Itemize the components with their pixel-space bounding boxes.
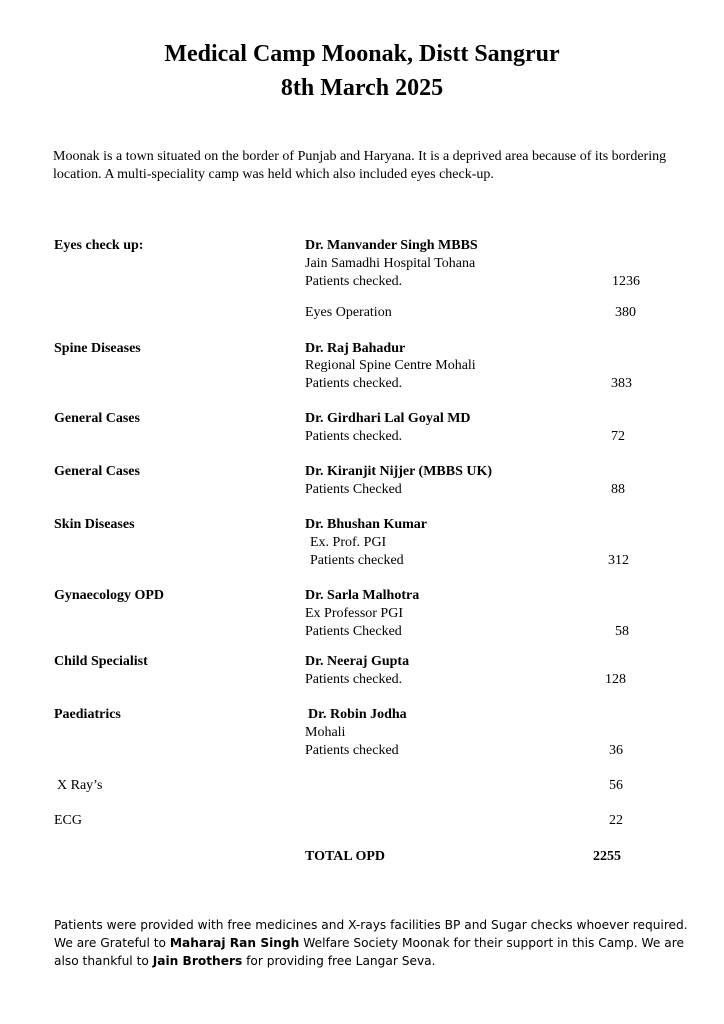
patients-count-eyes: 1236 <box>612 274 640 289</box>
patients-label-general-1: Patients checked. <box>305 429 403 444</box>
category-spine: Spine Diseases <box>54 341 141 356</box>
patients-count-general-2: 88 <box>611 482 625 497</box>
doctor-child: Dr. Neeraj Gupta <box>305 654 410 669</box>
category-child: Child Specialist <box>54 654 148 669</box>
patients-count-paediatrics: 36 <box>609 743 623 758</box>
doctor-general-2: Dr. Kiranjit Nijjer (MBBS UK) <box>305 464 493 479</box>
doctor-paediatrics: Dr. Robin Jodha <box>308 707 407 722</box>
patients-label-gynaecology: Patients Checked <box>305 624 402 639</box>
intro-paragraph: Moonak is a town situated on the border of Punjab and Haryana. It is a deprived area because of its bordering location. A multi-speciality camp was held which also included eyes check-up. <box>53 149 667 182</box>
total-label: TOTAL OPD <box>305 849 386 864</box>
doctor-skin: Dr. Bhushan Kumar <box>305 517 428 532</box>
total-value: 2255 <box>593 849 621 864</box>
category-eyes: Eyes check up: <box>54 238 144 253</box>
patients-count-general-1: 72 <box>611 429 625 444</box>
detail-gynaecology: Ex Professor PGI <box>305 606 403 621</box>
category-general-1: General Cases <box>54 411 140 426</box>
footer-bold-society: Maharaj Ran Singh <box>169 936 300 950</box>
count-ecg: 22 <box>609 813 623 828</box>
detail-skin: Ex. Prof. PGI <box>310 535 387 550</box>
patients-count-spine: 383 <box>611 376 632 391</box>
footer-text-3: for providing free Langar Seva. <box>242 954 436 968</box>
patients-label-child: Patients checked. <box>305 672 403 687</box>
category-xray: X Ray’s <box>57 778 103 793</box>
patients-label-general-2: Patients Checked <box>305 482 402 497</box>
doctor-spine: Dr. Raj Bahadur <box>305 341 406 356</box>
detail-spine: Regional Spine Centre Mohali <box>305 358 476 373</box>
patients-label-paediatrics: Patients checked <box>305 743 399 758</box>
footer-bold-brothers: Jain Brothers <box>152 954 243 968</box>
patients-count-gynaecology: 58 <box>615 624 629 639</box>
operation-count-eyes: 380 <box>615 305 636 320</box>
doctor-eyes: Dr. Manvander Singh MBBS <box>305 238 478 253</box>
patients-label-eyes: Patients checked. <box>305 274 403 289</box>
doctor-general-1: Dr. Girdhari Lal Goyal MD <box>305 411 471 426</box>
patients-label-skin: Patients checked <box>310 553 404 568</box>
operation-label-eyes: Eyes Operation <box>305 305 392 320</box>
page-date: 8th March 2025 <box>280 75 444 101</box>
page-title: Medical Camp Moonak, Distt Sangrur <box>164 41 560 67</box>
doctor-gynaecology: Dr. Sarla Malhotra <box>305 588 420 603</box>
patients-label-spine: Patients checked. <box>305 376 403 391</box>
detail-eyes: Jain Samadhi Hospital Tohana <box>305 256 476 271</box>
patients-count-skin: 312 <box>608 553 629 568</box>
category-gynaecology: Gynaecology OPD <box>54 588 165 603</box>
footer-paragraph <box>54 916 694 970</box>
footer-text-2: Welfare Society Moonak for their support in this Camp. We are also thankful to <box>54 936 684 968</box>
category-ecg: ECG <box>54 813 82 828</box>
detail-paediatrics: Mohali <box>305 725 346 740</box>
count-xray: 56 <box>609 778 623 793</box>
category-paediatrics: Paediatrics <box>54 707 121 722</box>
category-skin: Skin Diseases <box>54 517 135 532</box>
category-general-2: General Cases <box>54 464 140 479</box>
footer-text-1: Patients were provided with free medicines and X-rays facilities BP and Sugar checks whoever required. We are Grateful to <box>54 918 688 950</box>
patients-count-child: 128 <box>605 672 626 687</box>
